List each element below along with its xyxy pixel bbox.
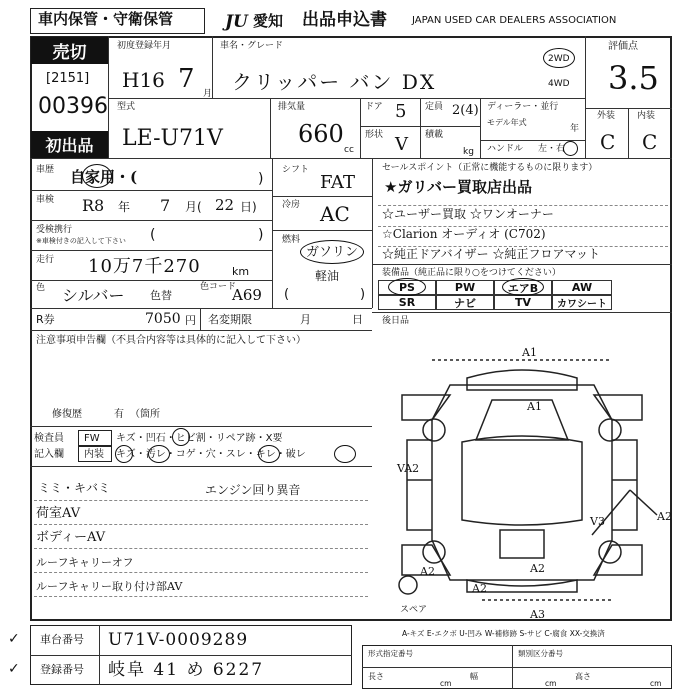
fw-label: FW xyxy=(84,433,100,444)
car-damage-diagram xyxy=(372,330,672,620)
repair-value: 有 xyxy=(114,409,124,420)
inspect-label: 車検 xyxy=(36,195,55,205)
inspect-day: 22 xyxy=(215,196,235,214)
cap-value: 2(4) xyxy=(452,103,479,118)
divider xyxy=(200,308,201,330)
damage-mark-a1-top: A1 xyxy=(522,346,537,359)
divider xyxy=(272,230,372,231)
form-title: 出品申込書 xyxy=(302,10,387,30)
divider xyxy=(372,312,672,313)
dealer-label: ディーラー・並行 xyxy=(487,102,559,112)
interior-value: C xyxy=(642,130,658,154)
circle-mark xyxy=(172,428,190,446)
handle-right-circle xyxy=(563,141,578,156)
divider xyxy=(30,426,372,427)
divider xyxy=(30,158,672,159)
load-unit: kg xyxy=(463,147,474,157)
damage-mark-a2-bumper: A2 xyxy=(472,582,487,595)
equip-pw: PW xyxy=(436,280,494,295)
note-line xyxy=(34,572,368,573)
ac-value: AC xyxy=(320,202,350,226)
tax-value: 7050 xyxy=(145,311,181,327)
lot-number: 00396 xyxy=(38,94,108,119)
fuel-close: ) xyxy=(360,287,366,302)
note-line-4: ルーフキャリーオフ xyxy=(36,556,134,569)
inspect-era: R8 xyxy=(82,196,105,215)
note-line-3: ボディーAV xyxy=(36,530,106,545)
receipt-close: ) xyxy=(258,227,264,243)
height-unit: cm xyxy=(650,679,662,688)
width-label: 幅 xyxy=(470,672,478,681)
length-label: 長さ xyxy=(368,672,384,681)
shape-label: 形状 xyxy=(365,130,384,140)
disp-value: 660 xyxy=(298,120,344,148)
name-label: 車名・グレード xyxy=(220,41,284,51)
sales-title: セールスポイント（正常に機能するものに限ります） xyxy=(382,163,598,173)
inspect-year-unit: 年 xyxy=(118,200,131,214)
chassis-label: 車台番号 xyxy=(40,633,84,646)
model-value: LE-U71V xyxy=(122,126,223,151)
spec-label-1: 形式指定番号 xyxy=(368,649,413,658)
divider xyxy=(272,158,273,308)
drive-2wd-circle xyxy=(543,48,575,68)
inspector-label: 検査員 xyxy=(34,433,64,444)
interior-short: 内装 xyxy=(84,449,104,460)
handle-value: 左・右 xyxy=(538,144,566,154)
color-change-label: 色替 xyxy=(150,289,172,302)
damage-mark-a2-right: A2 xyxy=(657,510,672,523)
mileage-unit: km xyxy=(232,265,250,278)
fuel-value-gas: ガソリン xyxy=(306,245,359,260)
plate-value: 岐阜 41 め 6227 xyxy=(108,660,265,680)
sales-line xyxy=(378,205,668,206)
chassis-value: U71V-0009289 xyxy=(108,630,249,650)
divider xyxy=(420,98,421,158)
equip-navi: ナビ xyxy=(436,295,494,310)
sales-point-1: ☆ユーザー買取 ☆ワンオーナー xyxy=(382,207,554,221)
divider xyxy=(360,126,420,127)
damage-legend: A-キズ E-エクボ U-凹み W-補修跡 S-サビ C-腐食 XX-交換済 xyxy=(402,629,605,638)
sales-banner: ★ガリバー買取店出品 xyxy=(384,178,532,196)
doors-label: ドア xyxy=(365,102,383,112)
org-name: 愛知 xyxy=(253,12,284,30)
receipt-label: 受検携行 xyxy=(36,225,73,235)
inspect-items: キズ・凹石・ヒビ割・リペア跡・X要 xyxy=(116,433,283,444)
vehicle-name: クリッパー バン DX xyxy=(232,70,437,94)
divider xyxy=(30,308,372,309)
tax-unit: 円 xyxy=(185,314,196,327)
use-close: ) xyxy=(258,171,264,187)
length-unit: cm xyxy=(440,679,452,688)
note-line xyxy=(34,596,368,597)
divider xyxy=(30,220,272,221)
plate-label: 登録番号 xyxy=(40,663,84,676)
shift-label: シフト xyxy=(282,165,310,175)
note-line xyxy=(34,500,368,501)
model-label: 型式 xyxy=(117,102,136,112)
divider xyxy=(628,108,629,158)
assoc-name: JAPAN USED CAR DEALERS ASSOCIATION xyxy=(412,15,617,26)
after-label: 後日品 xyxy=(382,316,410,326)
first-listing-badge: 初出品 xyxy=(31,131,108,158)
receipt-note: ※車検付きの記入して下さい xyxy=(36,237,126,245)
circle-mark xyxy=(388,278,426,296)
divider xyxy=(585,36,586,158)
spec-label-2: 類別区分番号 xyxy=(518,649,563,658)
damage-mark-va2: VA2 xyxy=(397,462,420,475)
circle-mark xyxy=(148,445,170,463)
fuel-value-diesel: 軽油 xyxy=(315,269,340,283)
storage-label: 車内保管・守衛保管 xyxy=(38,10,174,28)
mileage-value: 10万7千270 xyxy=(88,256,201,277)
equip-aw: AW xyxy=(552,280,612,295)
sales-point-2: ☆Clarion オーディオ (C702) xyxy=(382,227,546,241)
equip-sr: SR xyxy=(378,295,436,310)
color-code-value: A69 xyxy=(232,286,262,304)
divider xyxy=(372,264,672,265)
equip-airbag: エアB xyxy=(494,280,552,295)
use-label: 車歴 xyxy=(36,165,55,175)
divider xyxy=(30,190,272,191)
reg-label: 初度登録年月 xyxy=(117,41,172,51)
car-outline xyxy=(399,360,657,600)
damage-mark-v3: V3 xyxy=(590,515,605,528)
fuel-label: 燃料 xyxy=(282,235,301,245)
note-line xyxy=(34,548,368,549)
height-label: 高さ xyxy=(575,672,591,681)
use-value: 自家用・( xyxy=(70,168,138,186)
note-line-2: 荷室AV xyxy=(36,506,81,521)
check-mark-2: ✓ xyxy=(8,661,20,677)
divider xyxy=(272,196,372,197)
divider xyxy=(212,36,213,98)
circle-mark xyxy=(502,278,544,296)
repair-label: 修復歴 xyxy=(52,409,82,420)
model-year-label: モデル年式 xyxy=(487,118,527,127)
exterior-value: C xyxy=(600,130,616,154)
color-value: シルバー xyxy=(62,286,125,305)
equip-label: 装備品（純正品に限り○をつけてください） xyxy=(382,268,561,278)
tax-label: R券 xyxy=(36,313,55,326)
divider xyxy=(360,98,361,158)
disp-unit: cc xyxy=(344,145,354,155)
rating-label: 評価点 xyxy=(608,41,638,52)
divider xyxy=(30,330,372,331)
year-unit: 年 xyxy=(570,124,580,134)
repair-part: （箇所 xyxy=(130,409,160,420)
divider xyxy=(30,466,372,467)
name-change-day: 日 xyxy=(352,313,363,326)
sold-badge: 売切 xyxy=(31,37,108,64)
color-code-label: 色コード xyxy=(200,282,237,292)
note-line xyxy=(34,524,368,525)
divider xyxy=(30,280,272,281)
engine-note: エンジン回り異音 xyxy=(205,483,301,497)
damage-mark-a2-rear-left: A2 xyxy=(420,565,435,578)
fuel-open: ( xyxy=(284,287,290,302)
cap-label: 定員 xyxy=(425,102,444,112)
circle-mark xyxy=(115,445,133,463)
load-label: 積載 xyxy=(425,130,444,140)
divider xyxy=(420,126,480,127)
divider xyxy=(30,250,272,251)
circle-mark xyxy=(334,445,356,463)
ac-label: 冷房 xyxy=(282,200,301,210)
equip-tv: TV xyxy=(494,295,552,310)
divider xyxy=(372,158,373,308)
drive-4wd: 4WD xyxy=(548,79,570,89)
check-mark-1: ✓ xyxy=(8,631,20,647)
note-line-1: ミミ・キバミ xyxy=(38,481,111,495)
shift-value: FAT xyxy=(320,172,355,193)
divider xyxy=(362,667,672,668)
inspect-month-unit: 月( xyxy=(185,200,202,214)
reg-month-unit: 月 xyxy=(203,89,213,99)
disp-label: 排気量 xyxy=(278,102,306,112)
reg-month: 7 xyxy=(178,64,195,94)
shape-value: V xyxy=(395,134,408,155)
fuel-gas-circle xyxy=(300,240,364,264)
inspect-day-unit: 日) xyxy=(240,200,257,214)
damage-mark-a2-center: A2 xyxy=(530,562,545,575)
use-circle xyxy=(82,164,112,188)
doors-value: 5 xyxy=(395,101,407,122)
drive-2wd: 2WD xyxy=(548,54,570,64)
handle-label: ハンドル xyxy=(487,144,524,154)
reg-year: H16 xyxy=(122,68,165,92)
left-col-divider xyxy=(108,36,109,158)
name-change-month: 月 xyxy=(300,313,311,326)
damage-mark-a3: A3 xyxy=(530,608,545,620)
divider xyxy=(108,98,585,99)
damage-mark-a1-roof: A1 xyxy=(527,400,542,413)
lot-code: [2151] xyxy=(46,71,90,86)
entry-label: 記入欄 xyxy=(34,449,64,460)
equip-leather: カワシート xyxy=(552,295,612,310)
divider xyxy=(270,98,271,158)
note-line-5: ルーフキャリー取り付け部AV xyxy=(36,580,183,593)
color-label: 色 xyxy=(36,283,46,293)
exterior-label: 外装 xyxy=(597,111,616,121)
sales-point-3: ☆純正ドアバイザー ☆純正フロアマット xyxy=(382,247,601,261)
interior-items: キズ・汚レ・コゲ・穴・スレ・キレ・破レ xyxy=(116,449,306,460)
width-unit: cm xyxy=(545,679,557,688)
equip-ps: PS xyxy=(378,280,436,295)
name-change-label: 名変期限 xyxy=(208,313,252,326)
circle-mark xyxy=(258,445,280,463)
receipt-open: ( xyxy=(150,227,156,243)
divider xyxy=(480,98,481,158)
caution-label: 注意事項申告欄（不具合内容等は具体的に記入して下さい） xyxy=(36,335,306,346)
rating-value: 3.5 xyxy=(608,59,659,97)
spare-label: スペア xyxy=(400,605,428,615)
interior-label: 内装 xyxy=(637,111,656,121)
mileage-label: 走行 xyxy=(36,255,55,265)
inspect-month: 7 xyxy=(160,196,171,215)
ju-logo: JU xyxy=(225,12,248,32)
